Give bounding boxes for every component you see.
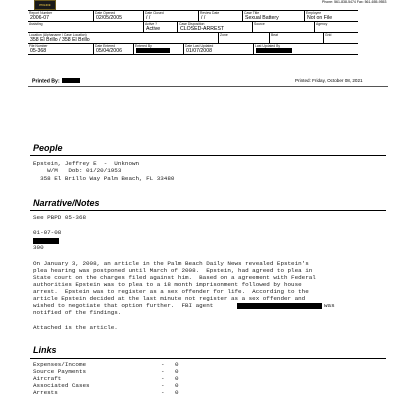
- narrative-line: wished to negotiate that option further. FBI agent: [33, 302, 214, 309]
- link-name: Expenses/Income: [33, 361, 87, 368]
- form-row-1: [28, 11, 358, 22]
- printed-by-label: Printed By:: [32, 78, 60, 85]
- note-number: 300: [33, 244, 44, 251]
- location-field: Location (Alphaname / Case Location) 358 El Brillo / 358 El Brillo: [28, 33, 219, 43]
- police-badge-logo: [34, 0, 56, 10]
- link-row: [33, 389, 193, 396]
- links-section-title: Links: [33, 345, 57, 355]
- grid-field: Grid: [325, 33, 332, 37]
- agency-field: Agency: [316, 22, 328, 26]
- form-row-3: [28, 33, 358, 44]
- see-reference: See PBPD 05-368: [33, 214, 87, 221]
- narrative-line: authorities Epstein was to plea to a 18 month imprisonment followed by house: [33, 281, 302, 288]
- section-divider: [30, 155, 386, 156]
- date-opened-field: Date Opened 02/05/2005: [94, 11, 144, 21]
- form-row-4: [28, 44, 358, 55]
- link-dash: -: [161, 382, 165, 389]
- link-name: Arrests: [33, 389, 58, 396]
- section-divider: [30, 358, 386, 359]
- badge-text: POLICE: [39, 3, 51, 7]
- link-count: 0: [175, 361, 179, 368]
- link-dash: -: [161, 361, 165, 368]
- case-title-field: Case Title Sexual Battery: [243, 11, 305, 21]
- report-number-field: Report Number 2006-07: [28, 11, 94, 21]
- link-name: Associated Cases: [33, 382, 90, 389]
- link-row: [33, 382, 193, 389]
- person-address-line: 358 El Brillo Way Palm Beach, FL 33480: [33, 175, 175, 182]
- attached-note: Attached is the article.: [33, 324, 118, 331]
- case-disposition-field: Case Disposition CLOSED-ARREST: [178, 22, 253, 32]
- narrative-line-tail: was: [324, 302, 335, 309]
- narrative-line: On January 3, 2008, an article in the Palm Beach Daily News revealed Epstein's: [33, 260, 309, 267]
- people-section-title: People: [33, 143, 63, 153]
- narrative-line: arrest. Epstein was to register as a sex offender for life. According to the: [33, 288, 309, 295]
- link-count: 0: [175, 375, 179, 382]
- printed-by: [32, 78, 80, 85]
- link-count: 0: [175, 389, 179, 396]
- redaction-bar: [136, 48, 170, 53]
- link-dash: -: [161, 368, 165, 375]
- form-row-2: [28, 22, 358, 33]
- link-row: [33, 375, 193, 382]
- link-name: Aircraft: [33, 375, 62, 382]
- narrative-line: State court on the charges filed against him. Based on a agreement with Federal: [33, 274, 316, 281]
- case-form: [28, 10, 358, 55]
- link-dash: -: [161, 389, 165, 396]
- redaction-bar: [237, 303, 322, 309]
- redaction-bar: [256, 48, 292, 53]
- link-row: [33, 361, 193, 368]
- employee-field: Employee Not on File: [306, 11, 333, 21]
- link-name: Source Payments: [33, 368, 87, 375]
- assisting-field: Assisting: [28, 22, 144, 32]
- report-header: [28, 0, 400, 10]
- last-updated-by-field: Last Updated By: [254, 44, 304, 54]
- narrative-line: article Epstein decided at the last minute not register as a sex offender and: [33, 295, 306, 302]
- link-count: 0: [175, 382, 179, 389]
- date-entered-field: Date Entered 05/04/2006: [94, 44, 134, 54]
- link-count: 0: [175, 368, 179, 375]
- active-field: Active ? Active: [144, 22, 178, 32]
- beat-field: Beat: [270, 33, 324, 43]
- links-list: [33, 361, 193, 396]
- redaction-bar: [33, 238, 59, 244]
- person-dob-line: W/M Dob: 01/20/1953: [33, 167, 122, 174]
- person-name-line: Epstein, Jeffrey E - Unknown: [33, 160, 140, 167]
- link-row: [33, 368, 193, 375]
- file-number-field: File Number 05-368: [28, 44, 94, 54]
- link-dash: -: [161, 375, 165, 382]
- narrative-section-title: Narrative/Notes: [33, 198, 100, 208]
- printed-date: Printed: Friday, October 08, 2021: [295, 78, 363, 83]
- divider: [28, 86, 388, 87]
- date-last-updated-field: Date Last Updated 01/07/2008: [184, 44, 254, 54]
- source-field: Source: [253, 22, 315, 32]
- redaction-bar: [62, 78, 80, 83]
- narrative-line: notified of the findings.: [33, 309, 122, 316]
- section-divider: [30, 210, 386, 211]
- date-closed-field: Date Closed / /: [144, 11, 199, 21]
- phone-fax-line: Phone: 561-838-5474 Fax: 561-655-9553: [322, 0, 387, 4]
- entered-by-field: Entered By: [134, 44, 184, 54]
- zone-field: Zone: [219, 33, 270, 43]
- review-date-field: Review Date / /: [199, 11, 243, 21]
- narrative-line: plea hearing was postponed until March of 2008. Epstein, had agreed to plea in: [33, 267, 313, 274]
- note-date: 01-07-08: [33, 229, 62, 236]
